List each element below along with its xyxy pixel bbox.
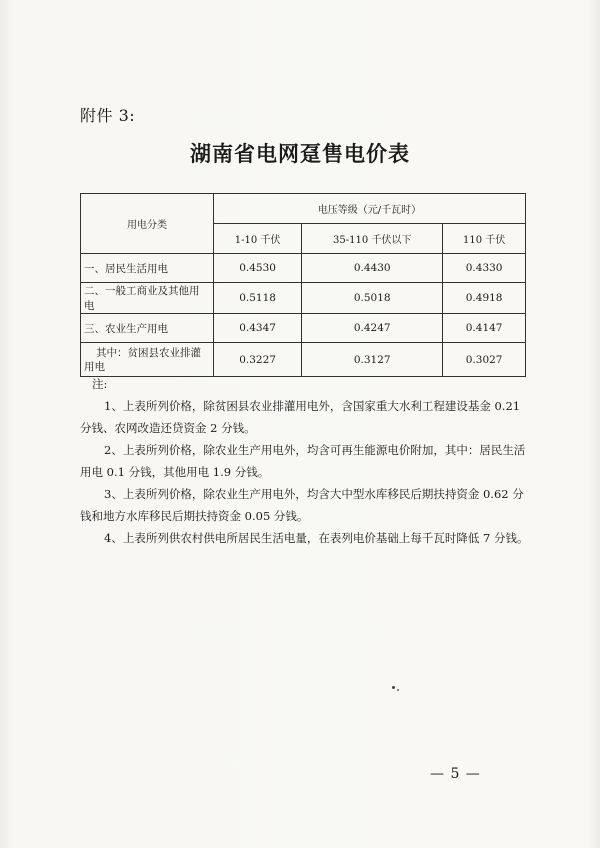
scan-speck [392, 686, 395, 689]
scan-speck [397, 689, 399, 691]
table-row [81, 314, 526, 343]
cell-value: 0.3127 [302, 343, 443, 377]
cell-value: 0.4247 [302, 314, 443, 343]
note-item: 1、上表所列价格，除贫困县农业排灌用电外，含国家重大水利工程建设基金 0.21 分钱、农网改造还贷资金 2 分钱。 [80, 399, 521, 435]
note-item: 2、上表所列价格，除农业生产用电外，均含可再生能源电价附加，其中：居民生活用电 0.1 分钱，其他用电 1.9 分钱。 [80, 443, 526, 479]
cell-value: 0.4530 [214, 254, 302, 283]
page-title: 湖南省电网趸售电价表 [190, 141, 410, 166]
header-voltage-1: 1-10 千伏 [214, 224, 302, 254]
cell-value: 0.4430 [302, 254, 443, 283]
table-row [81, 343, 526, 377]
cell-value: 0.4330 [443, 254, 526, 283]
header-category: 用电分类 [81, 194, 214, 254]
note-item: 3、上表所列价格，除农业生产用电外，均含大中型水库移民后期扶持资金 0.62 分钱和地方水库移民后期扶持资金 0.05 分钱。 [80, 487, 524, 523]
page-number: — 5 — [430, 766, 481, 782]
row-category-sub [81, 343, 214, 377]
cell-value: 0.4347 [214, 314, 302, 343]
row-category: 三、农业生产用电 [81, 314, 214, 343]
cell-value: 0.5118 [214, 283, 302, 314]
note-item: 4、上表所列供农村供电所居民生活电量，在表列电价基础上每千瓦时降低 7 分钱。 [104, 531, 529, 545]
cell-value: 0.3227 [214, 343, 302, 377]
cell-value: 0.5018 [302, 283, 443, 314]
row-category: 一、居民生活用电 [81, 254, 214, 283]
price-table [80, 193, 526, 377]
row-category: 二、一般工商业及其他用电 [81, 283, 214, 314]
cell-value: 0.3027 [443, 343, 526, 377]
header-voltage-group: 电压等级（元/千瓦时） [214, 194, 526, 224]
row-category-text: 其中：贫困县农业排灌用电 [84, 346, 201, 373]
header-voltage-2: 35-110 千伏以下 [302, 224, 443, 254]
attachment-label: 附件 3: [80, 106, 136, 125]
cell-value: 0.4918 [443, 283, 526, 314]
notes-section [80, 373, 530, 549]
table-header-row [81, 194, 526, 224]
notes-heading: 注: [92, 377, 108, 391]
table-row [81, 254, 526, 283]
table-row [81, 283, 526, 314]
cell-value: 0.4147 [443, 314, 526, 343]
header-voltage-3: 110 千伏 [443, 224, 526, 254]
